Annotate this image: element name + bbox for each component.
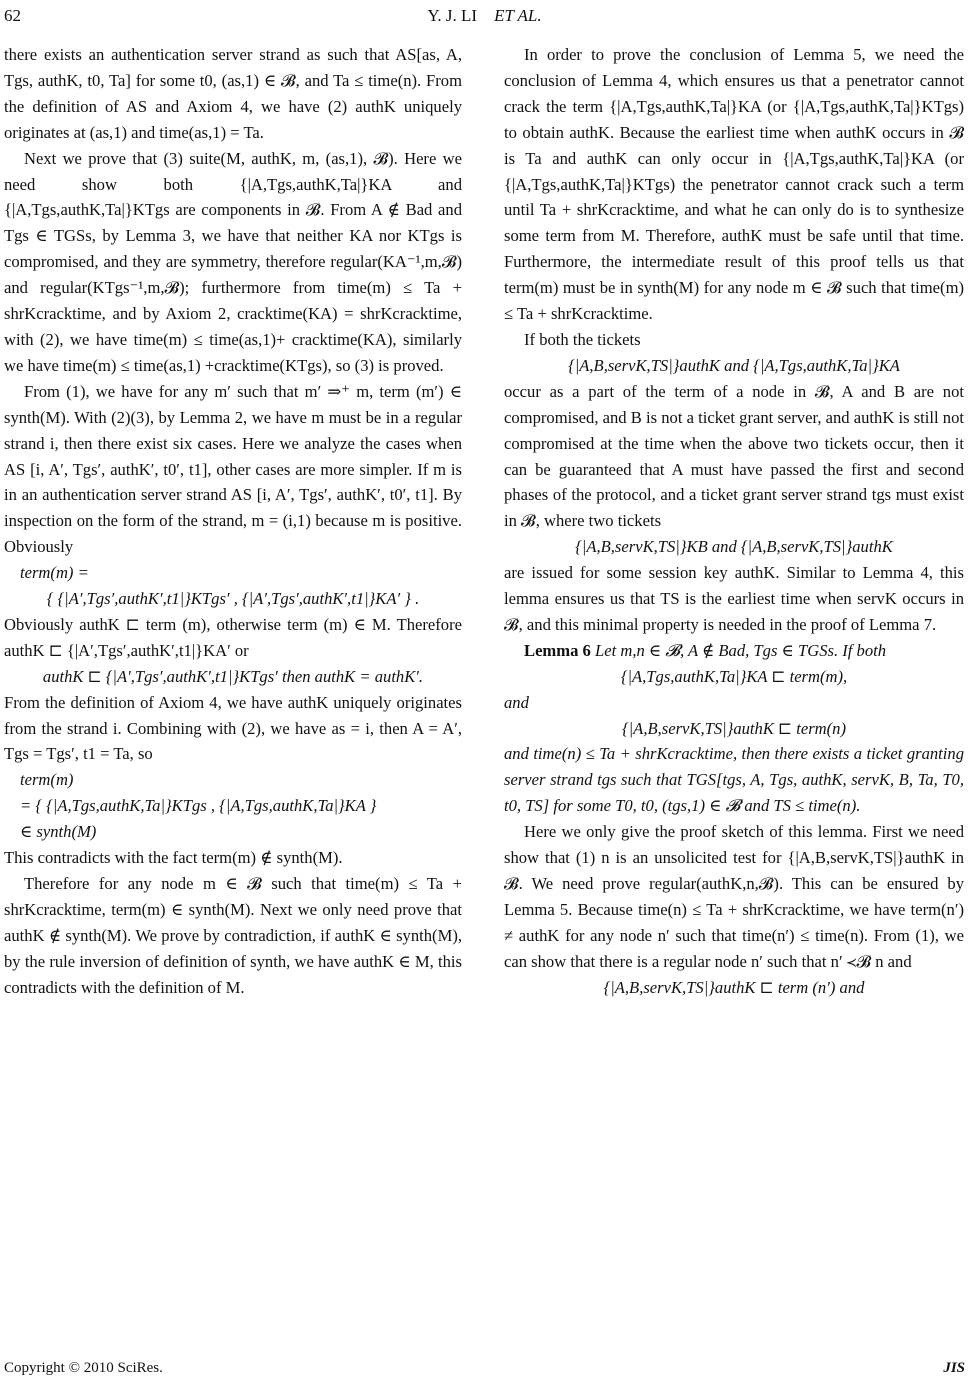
- et-al: ET AL.: [494, 6, 542, 25]
- lemma-statement: [504, 638, 964, 664]
- equation: = { {|A,Tgs,authK,Ta|}KTgs , {|A,Tgs,authK,Ta|}KA }: [20, 796, 377, 816]
- running-title: [0, 6, 969, 26]
- equation: {|A,B,servK,TS|}authK ⊏ term (n′) and: [603, 977, 865, 997]
- page-number: 62: [4, 6, 21, 25]
- paragraph: Next we prove that (3) suite(M, authK, m, (as,1), 𝓑). Here we need show both {|A,Tgs,authK,Ta|}KA and {|A,Tgs,authK,Ta|}KTgs are components in 𝓑. From A ∉ Bad and Tgs ∈ TGSs, by Lemma 3, we have that neither KA nor KTgs is compromised, and they are symmetry, therefore regular(KA⁻¹,m,𝓑) and regular(KTgs⁻¹,m,𝓑); furthermore from time(m) ≤ Ta + shrKcracktime, and by Axiom 2, cracktime(KA) = shrKcracktime, with (2), we have time(m) ≤ time(as,1)+ cracktime(KA), similarly we have time(m) ≤ time(as,1) +cracktime(KTgs), so (3) is proved.: [4, 148, 462, 375]
- journal-abbreviation: JIS: [943, 1360, 965, 1376]
- equation: { {|A′,Tgs′,authK′,t1|}KTgs′ , {|A′,Tgs′,authK′,t1|}KA′ } .: [46, 589, 420, 609]
- copyright-notice: Copyright © 2010 SciRes.: [4, 1360, 163, 1376]
- equation: {|A,B,servK,TS|}authK and {|A,Tgs,authK,Ta|}KA: [568, 355, 900, 375]
- paragraph: occur as a part of the term of a node in 𝓑, A and B are not compromised, and B is not a ticket grant server, and authK is still not compromised at the time when the above two tickets occur, then it can be guaranteed that A must have passed the first and second phases of the protocol, and a ticket grant server strand tgs must exist in 𝓑, where two tickets: [504, 381, 964, 531]
- paragraph: there exists an authentication server strand as such that AS[as, A, Tgs, authK, t0, Ta] for some t0, (as,1) ∈ 𝓑, and Ta ≤ time(n). From the definition of AS and Axiom 4, we have (2) authK uniquely originates at (as,1) and time(as,1) = Ta.: [4, 45, 462, 142]
- paragraph: Obviously authK ⊏ term (m), otherwise term (m) ∈ M. Therefore authK ⊏ {|A′,Tgs′,authK′,t1|}KA′ or: [4, 614, 462, 660]
- equation: {|A,B,servK,TS|}KB and {|A,B,servK,TS|}authK: [575, 537, 893, 557]
- paragraph: From (1), we have for any m′ such that m′ ⇒⁺ m, term (m′) ∈ synth(M). With (2)(3), by Lemma 2, we have m must be in a regular strand i, then there exist six cases. Here we analyze the cases when AS [i, A′, Tgs′, authK′, t0′, t1], other cases are more simpler. If m is in an authentication server strand AS [i, A′, Tgs′, authK′, t0′, t1]. By inspection on the form of the strand, m = (i,1) because m is positive. Obviously: [4, 381, 462, 557]
- lemma-text: Let m,n ∈ 𝓑, A ∉ Bad, Tgs ∈ TGSs. If both: [594, 640, 887, 660]
- running-header: [0, 0, 969, 40]
- lemma-title: Lemma 6: [524, 640, 591, 660]
- page-footer: [0, 1360, 969, 1382]
- paragraph: Here we only give the proof sketch of this lemma. First we need show that (1) n is an unsolicited test for {|A,B,servK,TS|}authK in 𝓑. We need prove regular(authK,n,𝓑). This can be ensured by Lemma 5. Because time(n) ≤ Ta + shrKcracktime, we have term(n′) ≠ authK for any node n′ such that time(n′) ≤ time(n). From (1), we can show that there is a regular node n′ such that n′ ≺𝓑 n and: [504, 822, 964, 971]
- equation: {|A,Tgs,authK,Ta|}KA ⊏ term(m),: [620, 666, 848, 686]
- paragraph: are issued for some session key authK. Similar to Lemma 4, this lemma ensures us that TS is the earliest time when servK occurs in 𝓑, and this minimal property is needed in the proof of Lemma 7.: [504, 563, 964, 634]
- equation: ∈ synth(M): [20, 822, 97, 842]
- paragraph: Therefore for any node m ∈ 𝓑 such that time(m) ≤ Ta + shrKcracktime, term(m) ∈ synth(M). Next we only need prove that authK ∉ synth(M). We prove by contradiction, if authK ∈ synth(M), by the rule inversion of definition of synth, we have authK ∈ M, this contradicts with the definition of M.: [4, 874, 462, 997]
- equation: authK ⊏ {|A′,Tgs′,authK′,t1|}KTgs′ then authK = authK′.: [42, 666, 424, 686]
- paragraph: In order to prove the conclusion of Lemma 5, we need the conclusion of Lemma 4, which ensures us that a penetrator cannot crack the term {|A,Tgs,authK,Ta|}KA (or {|A,Tgs,authK,Ta|}KTgs) to obtain authK. Because the earliest time when authK occurs in 𝓑 is Ta and authK can only occur in {|A,Tgs,authK,Ta|}KA (or {|A,Tgs,authK,Ta|}KTgs) the penetrator cannot crack such a term until Ta + shrKcracktime, and what he can only do is to synthesize some term from M. Therefore, authK must be safe until that time. Furthermore, the intermediate result of this proof tells us that term(m) must be in synth(M) for any node m ∈ 𝓑 such that time(m) ≤ Ta + shrKcracktime.: [504, 45, 964, 324]
- paragraph: This contradicts with the fact term(m) ∉ synth(M).: [4, 848, 343, 868]
- left-column: [4, 42, 462, 1001]
- paragraph: From the definition of Axiom 4, we have authK uniquely originates from the strand i. Combining with (2), we have as = i, then A = A′, Tgs = Tgs′, t1 = Ta, so: [4, 692, 462, 764]
- lemma-text: and time(n) ≤ Ta + shrKcracktime, then there exists a ticket granting server strand tgs such that TGS[tgs, A, Tgs, authK, servK, B, Ta, T0, t0, TS] for some T0, t0, (tgs,1) ∈ 𝓑 and TS ≤ time(n).: [504, 744, 964, 816]
- equation: term(m): [20, 770, 74, 790]
- paragraph: If both the tickets: [524, 329, 641, 349]
- author-names: Y. J. LI: [427, 6, 478, 25]
- lemma-text: and: [504, 692, 529, 712]
- equation: term(m) =: [20, 563, 89, 583]
- equation: {|A,B,servK,TS|}authK ⊏ term(n): [621, 718, 847, 738]
- right-column: [504, 42, 964, 1001]
